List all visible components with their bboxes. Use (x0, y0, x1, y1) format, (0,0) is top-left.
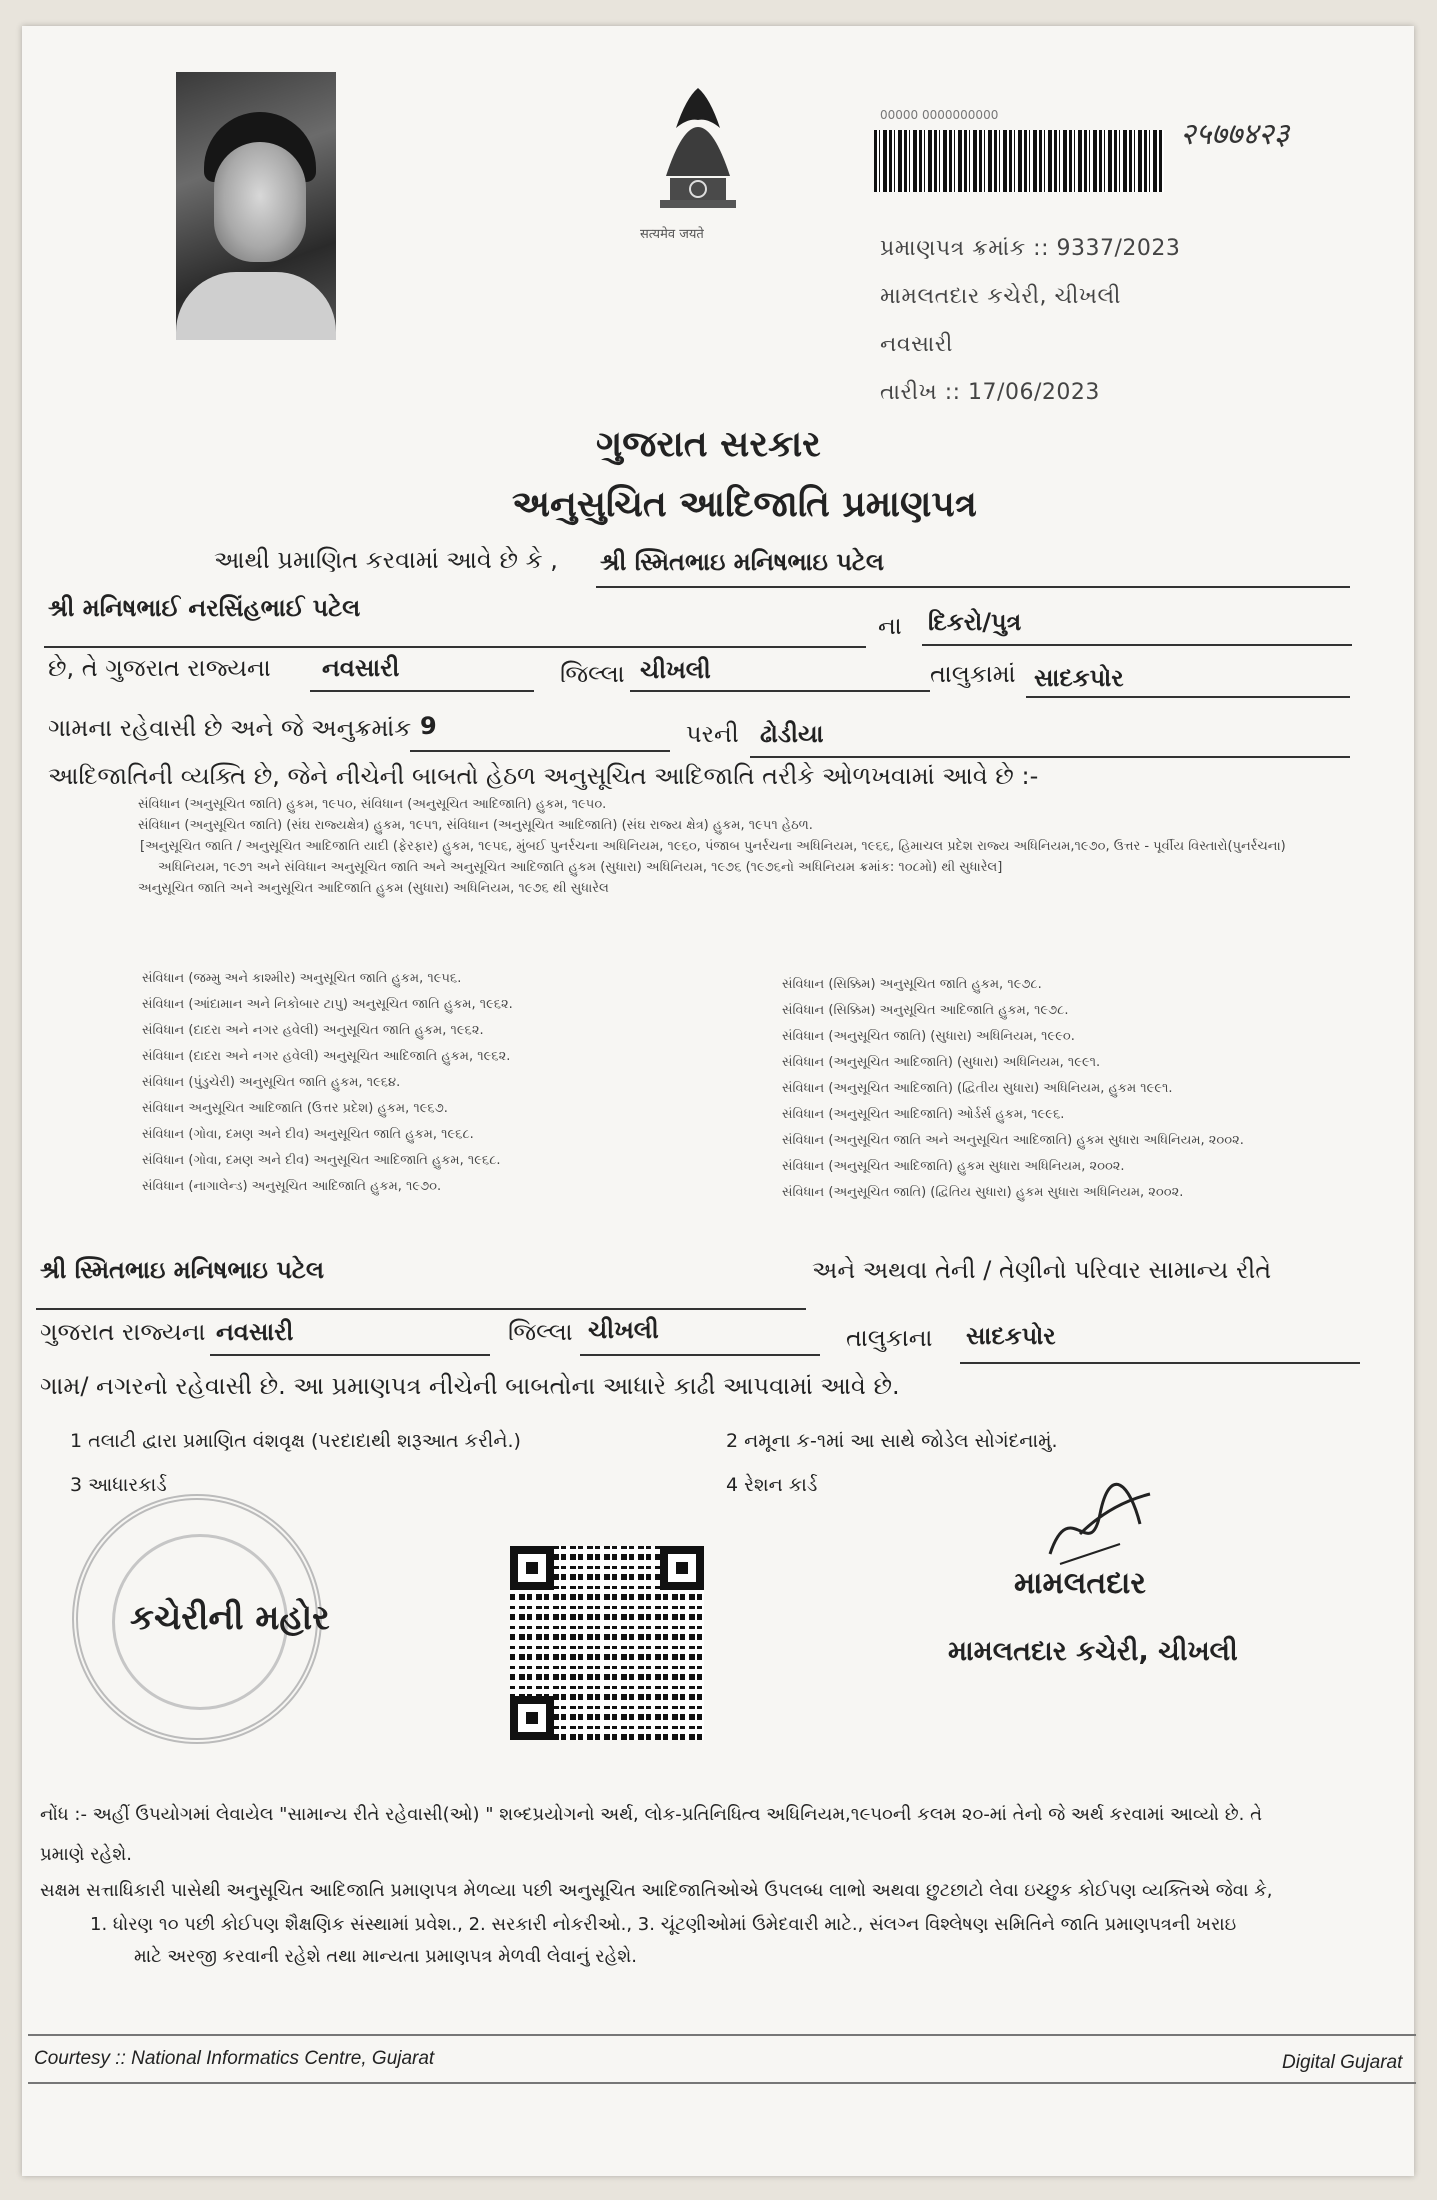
relation: દિકરો/પુત્ર (928, 608, 1022, 636)
note-paragraph-1: સક્ષમ સત્તાધિકારી પાસેથી અનુસૂચિત આદિજાતિ પ્રમાણપત્ર મેળવ્યા પછી અનુસૂચિત આદિજાતિઓએ ઉપલબ્ધ લાભો અથવા છુટછાટો લેવા ઇચ્છુક કોઈપણ વ્યક્તિએ જેવા કે, (40, 1880, 1273, 1901)
law-item: સંવિધાન અનુસૂચિત આદિજાતિ (ઉત્તર પ્રદેશ) હુકમ, ૧૯૬૭. (142, 1101, 448, 1116)
law-item: સંવિધાન (સિક્કિમ) અનુસૂચિત જાતિ હુકમ, ૧૯૭૮. (782, 977, 1042, 992)
document-item: 3 આધારકાર્ડ (70, 1474, 167, 1496)
law-line: અધિનિયમ, ૧૯૭૧ અને સંવિધાન અનુસૂચિત જાતિ અને અનુસૂચિત આદિજાતિ હુકમ (સુધારા) અધિનિયમ, ૧૯૭૬ (૧૯૭૬નો અધિનિયમ ક્રમાંક: ૧૦૮મો) થી સુધારેલ] (158, 860, 1003, 875)
issue-date-label: તારીખ :: (880, 380, 961, 405)
note-line-1: નોંધ :- અહીં ઉપયોગમાં લેવાયેલ "સામાન્ય રીતે રહેવાસી(ઓ) " શબ્દપ્રયોગનો અર્થ, લોક-પ્રતિનિધિત્વ અધિનિયમ,૧૯૫૦ની કલમ ૨૦-માં તેનો જે અર્થ કરવામાં આવ્યો છે. તે (40, 1804, 1263, 1825)
note-paragraph-2: 1. ધોરણ ૧૦ પછી કોઈપણ શૈક્ષણિક સંસ્થામાં પ્રવેશ., 2. સરકારી નોકરીઓ., 3. ચૂંટણીઓમાં ઉમેદવારી માટે., સંલગ્ન વિશ્લેષણ સમિતિને જાતિ પ્રમાણપત્રની ખરાઇ (90, 1914, 1237, 1935)
tribe-name: ઢોડીયા (760, 720, 824, 748)
applicant-name-2: શ્રી સ્મિતભાઇ મનિષભાઇ પટેલ (40, 1256, 325, 1284)
na-text: ના (878, 612, 902, 640)
talukana-label: તાલુકાના (846, 1324, 933, 1352)
law-line: [અનુસૂચિત જાતિ / અનુસૂચિત આદિજાતિ યાદી (ફેરફાર) હુકમ, ૧૯૫૬, મુંબઈ પુનર્રચના અધિનિયમ, ૧૯૬૦, પંજાબ પુનર્રચના અધિનિયમ, ૧૯૬૬, હિમાચલ પ્રદેશ રાજ્ય અધિનિયમ,૧૯૭૦, ઉત્તર - પૂર્વીય વિસ્તારો(પુનર્રચના) (140, 839, 1286, 854)
law-line: સંવિધાન (અનુસૂચિત જાતિ) (સંઘ રાજ્યક્ષેત્ર) હુકમ, ૧૯૫૧, સંવિધાન (અનુસૂચિત આદિજાતિ) (સંઘ રાજ્ય ક્ષેત્ર) હુકમ, ૧૯૫૧ હેઠળ. (138, 818, 813, 833)
parni-label: પરની (686, 720, 739, 748)
certificate-title: અનુસુચિત આદિજાતિ પ્રમાણપત્ર (512, 484, 977, 525)
law-item: સંવિધાન (અનુસૂચિત આદિજાતિ) ઓર્ડર્સ હુકમ, ૧૯૯૬. (782, 1107, 1065, 1122)
national-emblem-icon (636, 58, 760, 238)
qr-code (510, 1546, 704, 1740)
law-item: સંવિધાન (અનુસૂચિત આદિજાતિ) (સુધારા) અધિનિયમ, ૧૯૯૧. (782, 1055, 1101, 1070)
barcode (874, 130, 1164, 192)
issue-date-row (880, 380, 1100, 405)
law-line: અનુસૂચિત જાતિ અને અનુસૂચિત આદિજાતિ હુકમ (સુધારા) અધિનિયમ, ૧૯૭૬ થી સુધારેલ (138, 881, 609, 896)
footer-courtesy: Courtesy :: National Informatics Centre, Gujarat (34, 2048, 435, 2069)
taluka-name: ચીખલી (640, 656, 711, 684)
issuing-office: મામલતદાર કચેરી, ચીખલી (880, 284, 1121, 309)
footer-brand: Digital Gujarat (1282, 2052, 1403, 2073)
certify-prefix: આથી પ્રમાણિત કરવામાં આવે છે કે , (214, 546, 558, 574)
jilla-label: જિલ્લા (560, 660, 625, 688)
village-name: સાદકપોર (1034, 664, 1124, 692)
law-item: સંવિધાન (અનુસૂચિત જાતિ) (દ્વિતિય સુધારા) હુકમ સુધારા અધિનિયમ, ૨૦૦૨. (782, 1185, 1184, 1200)
signature-icon (1040, 1474, 1160, 1574)
law-item: સંવિધાન (ગોવા, દમણ અને દીવ) અનુસૂચિત જાતિ હુકમ, ૧૯૬૮. (142, 1127, 474, 1142)
law-item: સંવિધાન (અનુસૂચિત આદિજાતિ) (દ્વિતીય સુધારા) અધિનિયમ, હુકમ ૧૯૯૧. (782, 1081, 1173, 1096)
certificate-number-row (880, 236, 1180, 261)
law-list-left (142, 966, 513, 1200)
document-item: 4 રેશન કાર્ડ (726, 1474, 818, 1496)
village-name-2: સાદકપોર (966, 1322, 1056, 1350)
law-item: સંવિધાન (અનુસૂચિત જાતિ) (સુધારા) અધિનિયમ, ૧૯૯૦. (782, 1029, 1075, 1044)
issue-date: 17/06/2023 (968, 380, 1100, 405)
state-prefix-2: ગુજરાત રાજ્યના (40, 1318, 206, 1346)
certificate-number: 9337/2023 (1056, 236, 1181, 261)
law-list-right (782, 972, 1244, 1206)
document-item: 1 તલાટી દ્વારા પ્રમાણિત વંશવૃક્ષ (પરદાદાથી શરૂઆત કરીને.) (70, 1430, 521, 1452)
document-item: 2 નમૂના ક-૧માં આ સાથે જોડેલ સોગંદનામું. (726, 1430, 1058, 1452)
district-name-2: નવસારી (216, 1318, 294, 1346)
resident-prefix: ગામના રહેવાસી છે અને જે અનુક્રમાંક (48, 714, 412, 742)
father-name: શ્રી મનિષભાઈ નરસિંહભાઈ પટેલ (48, 594, 361, 622)
law-block (138, 794, 1286, 899)
signatory-title: મામલતદાર (1014, 1566, 1146, 1601)
law-line: સંવિધાન (અનુસૂચિત જાતિ) હુકમ, ૧૯૫૦, સંવિધાન (અનુસૂચિત આદિજાતિ) હુકમ, ૧૯૫૦. (138, 797, 607, 812)
law-item: સંવિધાન (સિક્કિમ) અનુસૂચિત આદિજાતિ હુકમ, ૧૯૭૮. (782, 1003, 1069, 1018)
applicant-photo (176, 72, 336, 340)
taluka-name-2: ચીખલી (588, 1316, 659, 1344)
state-prefix: છે, તે ગુજરાત રાજ્યના (48, 654, 271, 682)
law-item: સંવિધાન (અનુસૂચિત આદિજાતિ) હુકમ સુધારા અધિનિયમ, ૨૦૦૨. (782, 1159, 1125, 1174)
issuing-district: નવસારી (880, 332, 953, 357)
law-item: સંવિધાન (દાદરા અને નગર હવેલી) અનુસૂચિત આદિજાતિ હુકમ, ૧૯૬૨. (142, 1049, 511, 1064)
law-item: સંવિધાન (ગોવા, દમણ અને દીવ) અનુસૂચિત આદિજાતિ હુકમ, ૧૯૬૮. (142, 1153, 501, 1168)
law-item: સંવિધાન (પુંડુચેરી) અનુસૂચિત જાતિ હુકમ, ૧૯૬૪. (142, 1075, 401, 1090)
recognition-text: આદિજાતિની વ્યક્તિ છે, જેને નીચેની બાબતો હેઠળ અનુસૂચિત આદિજાતિ તરીકે ઓળખવામાં આવે છે :- (48, 762, 1039, 790)
note-paragraph-3: માટે અરજી કરવાની રહેશે તથા માન્યતા પ્રમાણપત્ર મેળવી લેવાનું રહેશે. (134, 1946, 637, 1967)
law-item: સંવિધાન (નાગાલેન્ડ) અનુસૂચિત આદિજાતિ હુકમ, ૧૯૭૦. (142, 1179, 442, 1194)
emblem-motto: सत्यमेव जयते (640, 227, 704, 242)
applicant-name: શ્રી સ્મિતભાઇ મનિષભાઇ પટેલ (600, 548, 885, 576)
seal-label: કચેરીની મહોર (130, 1598, 330, 1638)
signatory-office: મામલતદાર કચેરી, ચીખલી (948, 1636, 1238, 1667)
serial-number: 9 (420, 712, 437, 740)
resident-line: ગામ/ નગરનો રહેવાસી છે. આ પ્રમાણપત્ર નીચેની બાબતોના આધારે કાઢી આપવામાં આવે છે. (40, 1372, 900, 1400)
law-item: સંવિધાન (આંદામાન અને નિકોબાર ટાપુ) અનુસૂચિત જાતિ હુકમ, ૧૯૬૨. (142, 997, 513, 1012)
handwritten-reference: २५७७४२३ (1180, 117, 1290, 152)
barcode-number: 00000 0000000000 (880, 108, 999, 122)
law-item: સંવિધાન (દાદરા અને નગર હવેલી) અનુસૂચિત જાતિ હુકમ, ૧૯૬૨. (142, 1023, 484, 1038)
jilla-label-2: જિલ્લા (508, 1318, 573, 1346)
family-text: અને અથવા તેની / તેણીનો પરિવાર સામાન્ય રીતે (812, 1256, 1272, 1284)
certificate-number-label: પ્રમાણપત્ર ક્રમાંક :: (880, 236, 1049, 261)
law-item: સંવિધાન (જમ્મુ અને કાશ્મીર) અનુસૂચિત જાતિ હુકમ, ૧૯૫૬. (142, 971, 462, 986)
talukama-label: તાલુકામાં (930, 660, 1016, 688)
government-title: ગુજરાત સરકાર (596, 424, 821, 465)
district-name: નવસારી (322, 654, 400, 682)
note-line-2: પ્રમાણે રહેશે. (40, 1844, 132, 1865)
law-item: સંવિધાન (અનુસૂચિત જાતિ અને અનુસૂચિત આદિજાતિ) હુકમ સુધારા અધિનિયમ, ૨૦૦૨. (782, 1133, 1244, 1148)
